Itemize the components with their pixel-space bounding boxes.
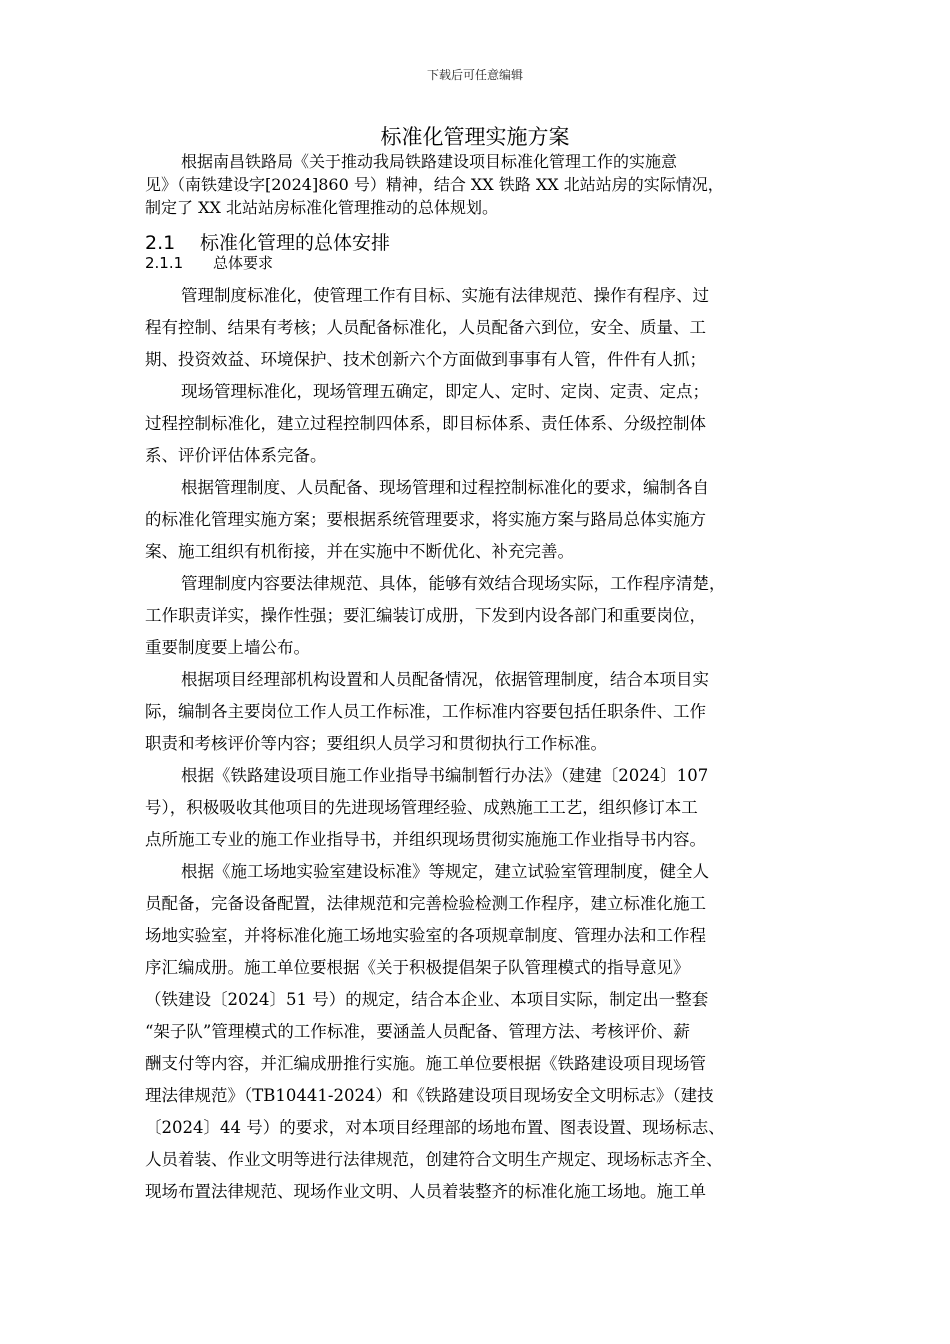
body-line: 现场管理标准化，现场管理五确定，即定人、定时、定岗、定责、定点； — [181, 382, 709, 401]
body-line: 酬支付等内容，并汇编成册推行实施。施工单位要根据《铁路建设项目现场管 — [145, 1054, 706, 1073]
body-line: 人员着装、作业文明等进行法律规范，创建符合文明生产规定、现场标志齐全、 — [145, 1150, 723, 1169]
body-line: 过程控制标准化，建立过程控制四体系，即目标体系、责任体系、分级控制体 — [145, 414, 706, 433]
body-line: 工作职责详实，操作性强；要汇编装订成册，下发到内设各部门和重要岗位， — [145, 606, 706, 625]
body-line: 案、施工组织有机衔接，并在实施中不断优化、补充完善。 — [145, 542, 574, 561]
body-line: 理法律规范》（TB10441-2024）和《铁路建设项目现场安全文明标志》（建技 — [145, 1086, 714, 1105]
intro-line: 制定了 XX 北站站房标准化管理推动的总体规划。 — [145, 198, 498, 217]
section-number: 2.1 — [145, 232, 176, 254]
body-line: 员配备，完备设备配置，法律规范和完善检验检测工作程序，建立标准化施工 — [145, 894, 706, 913]
body-line: “架子队”管理模式的工作标准，要涵盖人员配备、管理方法、考核评价、薪 — [145, 1022, 690, 1041]
body-line: 系、评价评估体系完备。 — [145, 446, 327, 465]
page-header-note: 下载后可任意编辑 — [426, 68, 523, 82]
body-line: 根据项目经理部机构设置和人员配备情况，依据管理制度，结合本项目实 — [181, 670, 709, 689]
body-line: 程有控制、结果有考核；人员配备标准化，人员配备六到位，安全、质量、工 — [145, 318, 706, 337]
body-line: 根据管理制度、人员配备、现场管理和过程控制标准化的要求，编制各自 — [181, 478, 709, 497]
body-line: 现场布置法律规范、现场作业文明、人员着装整齐的标准化施工场地。施工单 — [145, 1182, 706, 1201]
intro-line: 根据南昌铁路局《关于推动我局铁路建设项目标准化管理工作的实施意 — [181, 152, 678, 171]
body-text — [145, 280, 810, 1208]
section-heading — [145, 228, 390, 255]
body-line: 点所施工专业的施工作业指导书，并组织现场贯彻实施施工作业指导书内容。 — [145, 830, 706, 849]
subsection-heading — [145, 252, 273, 273]
body-line: 的标准化管理实施方案；要根据系统管理要求，将实施方案与路局总体实施方 — [145, 510, 706, 529]
subsection-title: 总体要求 — [213, 254, 274, 272]
intro-line: 见》（南铁建设字[2024]860 号）精神，结合 XX 铁路 XX 北站站房的实际情况， — [145, 175, 724, 194]
body-line: 场地实验室，并将标准化施工场地实验室的各项规章制度、管理办法和工作程 — [145, 926, 706, 945]
intro-paragraph — [145, 150, 805, 219]
section-title: 标准化管理的总体安排 — [200, 232, 391, 254]
body-line: 职责和考核评价等内容；要组织人员学习和贯彻执行工作标准。 — [145, 734, 607, 753]
body-line: 〔2024〕44 号）的要求，对本项目经理部的场地布置、图表设置、现场标志、 — [145, 1118, 725, 1137]
document-title: 标准化管理实施方案 — [380, 125, 570, 149]
body-line: 期、投资效益、环境保护、技术创新六个方面做到事事有人管，件件有人抓； — [145, 350, 706, 369]
body-line: 际，编制各主要岗位工作人员工作标准，工作标准内容要包括任职条件、工作 — [145, 702, 706, 721]
body-line: 根据《铁路建设项目施工作业指导书编制暂行办法》（建建〔2024〕107 — [181, 766, 709, 785]
subsection-number: 2.1.1 — [145, 254, 184, 272]
body-line: 重要制度要上墙公布。 — [145, 638, 310, 657]
body-line: 序汇编成册。施工单位要根据《关于积极提倡架子队管理模式的指导意见》 — [145, 958, 690, 977]
body-line: 管理制度标准化，使管理工作有目标、实施有法律规范、操作有程序、过 — [181, 286, 709, 305]
body-line: 管理制度内容要法律规范、具体，能够有效结合现场实际，工作程序清楚， — [181, 574, 726, 593]
body-line: 根据《施工场地实验室建设标准》等规定，建立试验室管理制度，健全人 — [181, 862, 709, 881]
body-line: （铁建设〔2024〕51 号）的规定，结合本企业、本项目实际，制定出一整套 — [145, 990, 709, 1009]
body-line: 号），积极吸收其他项目的先进现场管理经验、成熟施工工艺，组织修订本工 — [145, 798, 698, 817]
